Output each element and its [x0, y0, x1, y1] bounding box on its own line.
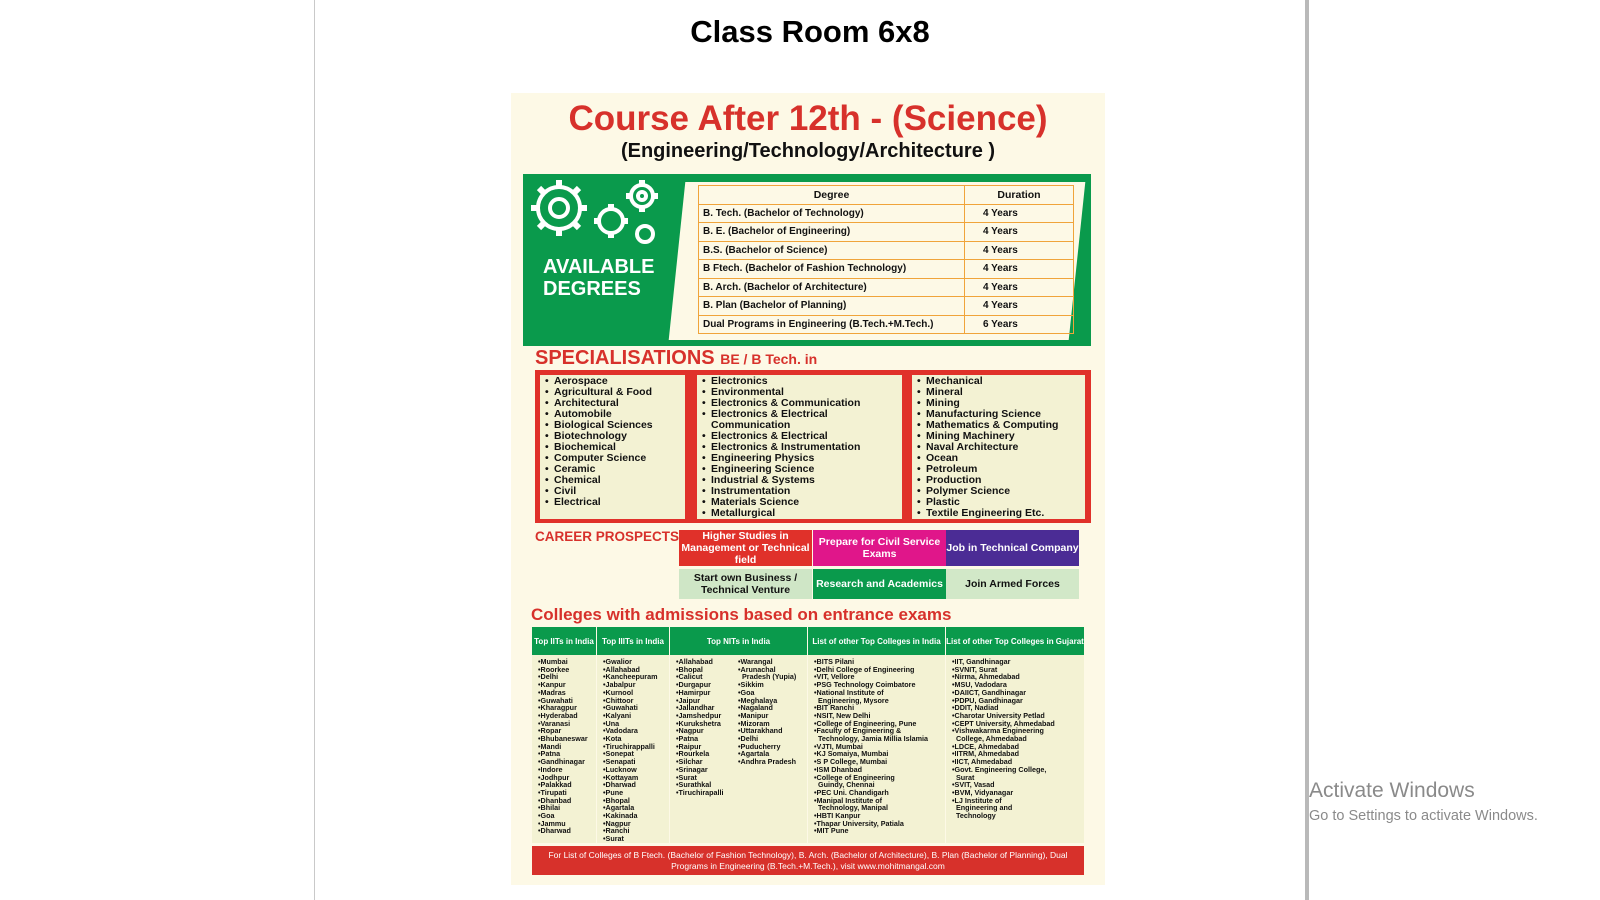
list-item: • Bhopal: [676, 666, 724, 674]
list-item: • Electronics & Electrical: [711, 409, 902, 420]
list-item: • Palakkad: [538, 781, 588, 789]
list-item: • Electronics & Communication: [711, 398, 902, 409]
list-item: • Agartala: [738, 750, 796, 758]
list-item: • Kurnool: [603, 689, 657, 697]
list-item: • Civil: [554, 486, 685, 497]
list-item: Technology: [956, 811, 996, 821]
degree-cell: B.S. (Bachelor of Science): [699, 241, 965, 260]
list-item: • College of Engineering, Pune: [814, 720, 928, 728]
list-item: Technology, Manipal: [818, 803, 889, 813]
list-item: • Kottayam: [603, 774, 657, 782]
list-item: • Engineering Science: [711, 464, 902, 475]
list-item: • Kota: [603, 735, 657, 743]
list-item: • Gwalior: [603, 658, 657, 666]
list-item: • Bhopal: [603, 797, 657, 805]
list-item: • Chemical: [554, 475, 685, 486]
list-item: • Dhanbad: [538, 797, 588, 805]
list-item: • Dharwad: [603, 781, 657, 789]
degree-cell: B. Arch. (Bachelor of Architecture): [699, 278, 965, 297]
duration-cell: 4 Years: [965, 241, 1074, 260]
degree-cell: B. Plan (Bachelor of Planning): [699, 297, 965, 316]
list-item: • Vadodara: [603, 727, 657, 735]
list-item: • Tirupati: [538, 789, 588, 797]
list-item: • Patna: [676, 735, 724, 743]
list-item: • IITRM, Ahmedabad: [952, 750, 1055, 758]
career-armed-forces: Join Armed Forces: [946, 569, 1079, 599]
list-item: • Thapar University, Patiala: [814, 820, 928, 828]
poster-title: Course After 12th - (Science): [568, 99, 1048, 138]
duration-cell: 6 Years: [965, 315, 1074, 334]
list-item: Engineering and: [956, 803, 1013, 813]
list-item: • Lucknow: [603, 766, 657, 774]
list-item: • Agartala: [603, 804, 657, 812]
list-item: • Gandhinagar: [538, 758, 588, 766]
list-item: • VJTI, Mumbai: [814, 743, 928, 751]
list-item: • Allahabad: [603, 666, 657, 674]
list-item: • Warangal: [738, 658, 796, 666]
list-item: • Jamshedpur: [676, 712, 724, 720]
list-item: • Biotechnology: [554, 431, 685, 442]
list-item: • Nagaland: [738, 704, 796, 712]
list-item: • MSU, Vadodara: [952, 681, 1055, 689]
career-civil-service: Prepare for Civil Service Exams: [813, 530, 946, 566]
list-item: • Roorkee: [538, 666, 588, 674]
list-item: • Kanpur: [538, 681, 588, 689]
list-item: • HBTI Kanpur: [814, 812, 928, 820]
list-item: • Chittoor: [603, 697, 657, 705]
list-item: • Meghalaya: [738, 697, 796, 705]
list-item: • Vishwakarma Engineering: [952, 727, 1055, 735]
list-item: • Durgapur: [676, 681, 724, 689]
list-item: • Ocean: [926, 453, 1085, 464]
list-item: • Jodhpur: [538, 774, 588, 782]
duration-cell: 4 Years: [965, 297, 1074, 316]
degrees-table: [698, 185, 1074, 334]
list-item: • Hamirpur: [676, 689, 724, 697]
list-item: Pradesh (Yupia): [742, 672, 797, 682]
list-item: Surat: [956, 772, 975, 782]
list-item: • Biological Sciences: [554, 420, 685, 431]
table-row: [699, 297, 1074, 316]
list-item: • Surathkal: [676, 781, 724, 789]
list-item: • Jabalpur: [603, 681, 657, 689]
activate-windows-subtitle: Go to Settings to activate Windows.: [1309, 808, 1538, 824]
list-item: • CEPT University, Ahmedabad: [952, 720, 1055, 728]
specialisations-box: [535, 370, 1091, 523]
specialisations-column-3: [912, 375, 1085, 519]
list-item: • Instrumentation: [711, 486, 902, 497]
nits-header: Top NITs in India: [670, 627, 807, 655]
list-item: • Madras: [538, 689, 588, 697]
list-item: • Automobile: [554, 409, 685, 420]
list-item: Engineering, Mysore: [818, 695, 889, 705]
list-item: • DDIT, Nadiad: [952, 704, 1055, 712]
list-item: College, Ahmedabad: [956, 734, 1027, 744]
career-higher-studies: Higher Studies in Management or Technical field: [679, 530, 812, 566]
list-item: • LJ Institute of: [952, 797, 1055, 805]
duration-cell: 4 Years: [965, 204, 1074, 223]
list-item: • Faculty of Engineering &: [814, 727, 928, 735]
specialisations-title: [535, 347, 817, 370]
other-gujarat-list: [946, 658, 1055, 820]
activate-windows-title: Activate Windows: [1309, 779, 1475, 802]
list-item: • Computer Science: [554, 453, 685, 464]
degree-cell: Dual Programs in Engineering (B.Tech.+M.Tech.): [699, 315, 965, 334]
list-item: • Manipur: [738, 712, 796, 720]
list-item: • BIT Ranchi: [814, 704, 928, 712]
list-item: Communication: [711, 419, 791, 431]
page-right-edge: [1305, 0, 1309, 900]
duration-cell: 4 Years: [965, 260, 1074, 279]
list-item: Guindy, Chennai: [818, 780, 875, 790]
list-item: • Production: [926, 475, 1085, 486]
list-item: • Hyderabad: [538, 712, 588, 720]
list-item: • PDPU, Gandhinagar: [952, 697, 1055, 705]
list-item: • Mandi: [538, 743, 588, 751]
list-item: • Raipur: [676, 743, 724, 751]
list-item: • Uttarakhand: [738, 727, 796, 735]
list-item: • Delhi: [538, 673, 588, 681]
list-item: • Metallurgical: [711, 508, 902, 519]
list-item: • Puducherry: [738, 743, 796, 751]
list-item: • Industrial & Systems: [711, 475, 902, 486]
page-left-edge: [314, 0, 315, 900]
list-item: • Textile Engineering Etc.: [926, 508, 1085, 519]
list-item: • Sonepat: [603, 750, 657, 758]
list-item: • Environmental: [711, 387, 902, 398]
other-gujarat-header: List of other Top Colleges in Gujarat: [946, 627, 1084, 655]
duration-header: Duration: [965, 186, 1074, 205]
list-item: Technology, Jamia Millia Islamia: [818, 734, 928, 744]
available-degrees-label: AVAILABLE DEGREES: [543, 256, 655, 300]
list-item: • LDCE, Ahmedabad: [952, 743, 1055, 751]
list-item: • Dharwad: [538, 827, 588, 835]
duration-cell: 4 Years: [965, 223, 1074, 242]
list-item: • NSIT, New Delhi: [814, 712, 928, 720]
list-item: • PEC Uni. Chandigarh: [814, 789, 928, 797]
table-row: [699, 223, 1074, 242]
specialisations-heading: SPECIALISATIONS: [535, 347, 715, 369]
list-item: • Naval Architecture: [926, 442, 1085, 453]
iiits-list: [597, 658, 657, 843]
list-item: • IIT, Gandhinagar: [952, 658, 1055, 666]
colleges-table: [532, 627, 1084, 843]
degree-cell: B Ftech. (Bachelor of Fashion Technology): [699, 260, 965, 279]
list-item: • VIT, Vellore: [814, 673, 928, 681]
list-item: • Plastic: [926, 497, 1085, 508]
footer-text: For List of Colleges of B Ftech. (Bachelor of Fashion Technology), B. Arch. (Bachelor of Architecture), B. Plan (Bachelor of Planning), Dual Programs in Engineering (B.Tech.+M.Tech.), visit www.mohitmangal.com: [548, 849, 1068, 871]
list-item: • Silchar: [676, 758, 724, 766]
list-item: • SVIT, Vasad: [952, 781, 1055, 789]
table-row: [699, 315, 1074, 334]
iits-header: Top IITs in India: [532, 627, 596, 655]
document-heading: Class Room 6x8: [690, 14, 930, 49]
list-item: • Govt. Engineering College,: [952, 766, 1055, 774]
list-item: • Aerospace: [554, 376, 685, 387]
list-item: • MIT Pune: [814, 827, 928, 835]
list-item: • Electronics & Instrumentation: [711, 442, 902, 453]
list-item: • Engineering Physics: [711, 453, 902, 464]
career-own-business: Start own Business / Technical Venture: [679, 569, 812, 599]
list-item: • Manufacturing Science: [926, 409, 1085, 420]
list-item: • Tiruchirapalli: [676, 789, 724, 797]
list-item: • Petroleum: [926, 464, 1085, 475]
colleges-title: Colleges with admissions based on entrance exams: [531, 605, 952, 624]
list-item: • BITS Pilani: [814, 658, 928, 666]
list-item: • Nirma, Ahmedabad: [952, 673, 1055, 681]
list-item: • Kalyani: [603, 712, 657, 720]
nits-list-a: [670, 658, 724, 797]
list-item: • Jammu: [538, 820, 588, 828]
list-item: • Pune: [603, 789, 657, 797]
list-item: • Allahabad: [676, 658, 724, 666]
list-item: • Kancheepuram: [603, 673, 657, 681]
list-item: • College of Engineering: [814, 774, 928, 782]
iiits-header: Top IIITs in India: [597, 627, 669, 655]
career-technical-job: Job in Technical Company: [946, 530, 1079, 566]
list-item: • Sikkim: [738, 681, 796, 689]
list-item: • Jaipur: [676, 697, 724, 705]
list-item: • Varanasi: [538, 720, 588, 728]
list-item: • Mathematics & Computing: [926, 420, 1085, 431]
nits-list-b: [732, 658, 796, 766]
career-prospects-title: CAREER PROSPECTS: [535, 529, 680, 544]
list-item: • Ranchi: [603, 827, 657, 835]
list-item: • Ceramic: [554, 464, 685, 475]
list-item: • KJ Somaiya, Mumbai: [814, 750, 928, 758]
list-item: • Patna: [538, 750, 588, 758]
list-item: • Agricultural & Food: [554, 387, 685, 398]
course-poster-image[interactable]: [511, 93, 1105, 885]
list-item: • Polymer Science: [926, 486, 1085, 497]
other-india-header: List of other Top Colleges in India: [808, 627, 945, 655]
list-item: • Mineral: [926, 387, 1085, 398]
list-item: • Arunachal: [738, 666, 796, 674]
list-item: • Una: [603, 720, 657, 728]
list-item: • Electronics: [711, 376, 902, 387]
table-row: [699, 278, 1074, 297]
list-item: • Ropar: [538, 727, 588, 735]
other-india-list: [808, 658, 928, 835]
list-item: • National Institute of: [814, 689, 928, 697]
list-item: • ISM Dhanbad: [814, 766, 928, 774]
list-item: • Surat: [603, 835, 657, 843]
list-item: • Electronics & Electrical: [711, 431, 902, 442]
table-row: [699, 241, 1074, 260]
list-item: • IICT, Ahmedabad: [952, 758, 1055, 766]
list-item: • Tiruchirappalli: [603, 743, 657, 751]
list-item: • Mining: [926, 398, 1085, 409]
list-item: • SVNIT, Surat: [952, 666, 1055, 674]
list-item: • Mumbai: [538, 658, 588, 666]
list-item: • Architectural: [554, 398, 685, 409]
list-item: • S P College, Mumbai: [814, 758, 928, 766]
list-item: • Guwahati: [603, 704, 657, 712]
list-item: • Delhi College of Engineering: [814, 666, 928, 674]
list-item: • Guwahati: [538, 697, 588, 705]
list-item: • Srinagar: [676, 766, 724, 774]
list-item: • Mizoram: [738, 720, 796, 728]
list-item: • BVM, Vidyanagar: [952, 789, 1055, 797]
degree-cell: B. E. (Bachelor of Engineering): [699, 223, 965, 242]
list-item: • Kakinada: [603, 812, 657, 820]
list-item: • Electrical: [554, 497, 685, 508]
list-item: • Nagpur: [603, 820, 657, 828]
list-item: • Delhi: [738, 735, 796, 743]
list-item: • Manipal Institute of: [814, 797, 928, 805]
list-item: • Kharagpur: [538, 704, 588, 712]
list-item: • Mechanical: [926, 376, 1085, 387]
list-item: • Indore: [538, 766, 588, 774]
degree-cell: B. Tech. (Bachelor of Technology): [699, 204, 965, 223]
list-item: • Mining Machinery: [926, 431, 1085, 442]
duration-cell: 4 Years: [965, 278, 1074, 297]
list-item: • Nagpur: [676, 727, 724, 735]
list-item: • Bhubaneswar: [538, 735, 588, 743]
degree-header: Degree: [699, 186, 965, 205]
list-item: • Jallandhar: [676, 704, 724, 712]
specialisations-column-1: [540, 375, 685, 519]
career-research: Research and Academics: [813, 569, 946, 599]
list-item: • Calicut: [676, 673, 724, 681]
poster-subtitle: (Engineering/Technology/Architecture ): [620, 140, 996, 162]
list-item: • Andhra Pradesh: [738, 758, 796, 766]
table-row: [699, 204, 1074, 223]
specialisations-column-2: [697, 375, 902, 519]
list-item: • Senapati: [603, 758, 657, 766]
list-item: • Goa: [538, 812, 588, 820]
list-item: • Biochemical: [554, 442, 685, 453]
specialisations-subheading: BE / B Tech. in: [720, 351, 818, 367]
poster-footer: [532, 846, 1084, 875]
available-degrees-panel: [523, 174, 1091, 346]
list-item: • Rourkela: [676, 750, 724, 758]
list-item: • Surat: [676, 774, 724, 782]
iits-list: [532, 658, 588, 835]
list-item: • Materials Science: [711, 497, 902, 508]
list-item: • Charotar University Petlad: [952, 712, 1055, 720]
list-item: • Goa: [738, 689, 796, 697]
list-item: • Kurukshetra: [676, 720, 724, 728]
list-item: • PSG Technology Coimbatore: [814, 681, 928, 689]
list-item: • DAIICT, Gandhinagar: [952, 689, 1055, 697]
list-item: • Bhilai: [538, 804, 588, 812]
table-row: [699, 260, 1074, 279]
